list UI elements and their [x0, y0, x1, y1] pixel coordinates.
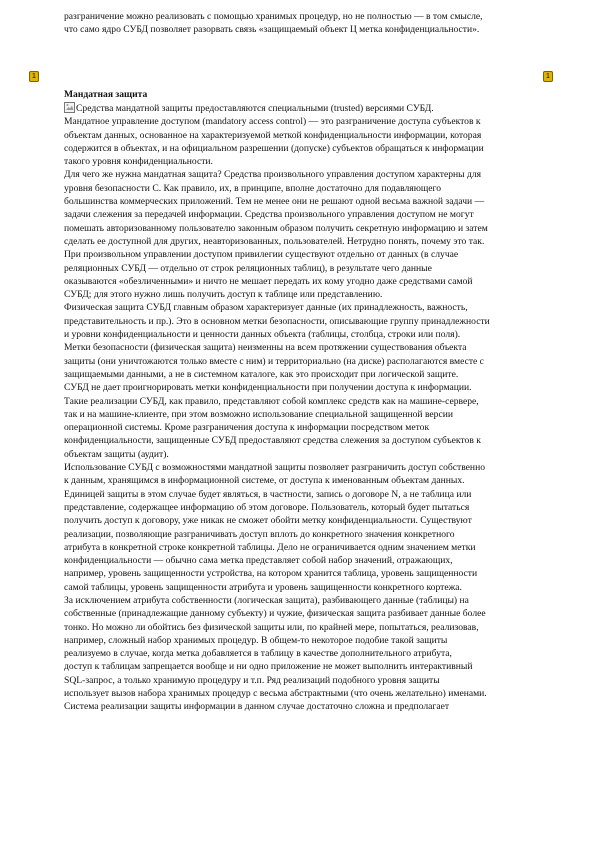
broken-image-icon: [64, 102, 75, 113]
text-line: например, уровень защищенности устройства, на котором хранится таблица, уровень защищенности: [64, 568, 478, 580]
text-line: СУБД не дает проигнорировать метки конфиденциальности при получении доступа к информации.: [64, 382, 472, 394]
text-line: За исключением атрибута собственности (логическая защита), разбивающего данные (таблицы) на: [64, 594, 469, 606]
page-marker-right-icon[interactable]: 1: [543, 71, 553, 82]
continued-paragraph: [64, 10, 564, 37]
text-line: реализации, позволяющие разграничивать доступ вплоть до конкретного значения конкретного: [64, 528, 455, 540]
text-line: Такие реализации СУБД, как правило, представляют собой комплекс средств как на машине-сервере,: [64, 395, 479, 407]
text-line: объектам данных, основанное на характеризуемой меткой конфиденциальности информации, которая: [64, 129, 482, 141]
text-line: такого уровня конфиденциальности.: [64, 156, 213, 168]
page-marker-left-icon[interactable]: 1: [29, 71, 39, 82]
text-line: реляционных СУБД — отдельно от строк реляционных таблиц), в результате чего данные: [64, 262, 432, 274]
text-line: операционной системы. Кроме разграничения доступа к информации посредством меток: [64, 422, 430, 434]
text-line: СУБД; для этого нужно лишь получить доступ к таблице или представлению.: [64, 289, 383, 301]
text-line: получить доступ к договору, уже никак не сможет обойти метку конфиденциальности. Существуют: [64, 515, 472, 527]
text-line: задачи слежения за передачей информации. Средства произвольного управления доступом не могут: [64, 209, 474, 221]
text-line: Метки безопасности (физическая защита) неизменны на всем протяжении существования объекта: [64, 342, 467, 354]
text-line: Для чего же нужна мандатная защита? Средства произвольного управления доступом характерны для: [64, 169, 482, 181]
text-line: представление, содержащее информацию об этом договоре. Пользователь, который будет пытаться: [64, 501, 470, 513]
text-line: представительность и пр.). Это в основном метки безопасности, описывающие группу принадлежности: [64, 315, 490, 327]
text-line: собственные (принадлежащие данному субъекту) и чужие, физическая защита разбивает данные более: [64, 608, 486, 620]
section-heading: Мандатная защита: [64, 89, 148, 100]
text-line: доступ к таблицам запрещается вообще и ни одно приложение не может выполнить интерактивный: [64, 661, 473, 673]
text-line: конфиденциальности, защищенные СУБД предоставляют средства слежения за доступом субъектов к: [64, 435, 481, 447]
body-lines: [64, 115, 564, 713]
text-line: защищаемыми данными, а не в системном каталоге, как это происходит при логической защите.: [64, 368, 459, 380]
text-line: SQL-запрос, а только хранимую процедуру и т.п. Ряд реализаций подобного уровня защиты: [64, 674, 440, 686]
text-line: объектам защиты (аудит).: [64, 448, 169, 460]
text-line: большинства коммерческих приложений. Тем не менее они не решают одной весьма важной задачи —: [64, 196, 485, 208]
text-line: например, сложный набор хранимых процедур. В общем-то некоторое подобие такой защиты: [64, 634, 448, 646]
text-line: атрибута в конкретной строке конкретной таблицы. Дело не ограничивается одним значением метки: [64, 541, 476, 553]
first-line: [64, 102, 564, 115]
text-line: что само ядро СУБД позволяет разорвать связь «защищаемый объект Ц метка конфиденциальности».: [64, 24, 480, 36]
text-line: уровня безопасности C. Как правило, их, в принципе, вполне достаточно для подавляющего: [64, 182, 442, 194]
text-line: Использование СУБД с возможностями мандатной защиты позволяет разграничить доступ собственно: [64, 462, 485, 474]
text-line: помешать авторизованному пользователю законным образом получить секретную информацию и затем: [64, 222, 488, 234]
section-body: [64, 102, 564, 714]
text-line: использует вызов набора хранимых процедур с весьма абстрактными (что очень желательно) именами.: [64, 688, 487, 700]
first-line-text: Средства мандатной защиты предоставляются специальными (trusted) версиями СУБД.: [76, 103, 434, 114]
text-line: реализуемо в случае, когда метка добавляется в таблицу в качестве дополнительного атрибута,: [64, 648, 452, 660]
text-line: Физическая защита СУБД главным образом характеризует данные (их принадлежность, важность,: [64, 302, 468, 314]
text-line: сделать ее доступной для других, неавторизованных, пользователей. Нетрудно понять, почему это так.: [64, 235, 485, 247]
text-line: содержится в объектах, и на официальном разрешении (допуске) субъектов обращаться к информации: [64, 142, 484, 154]
text-line: Единицей защиты в этом случае будет являться, в частности, запись о договоре N, а не таблица или: [64, 488, 472, 500]
text-line: Мандатное управление доступом (mandatory access control) — это разграничение доступа субъектов к: [64, 116, 481, 128]
text-line: тонко. Но можно ли обойтись без физической защиты или, по крайней мере, попытаться, реализовав,: [64, 621, 479, 633]
text-line: оказываются «обезличенными» и ничто не мешает передать их кому угодно даже средствами самой: [64, 275, 473, 287]
text-line: При произвольном управлении доступом привилегии существуют отдельно от данных (в случае: [64, 249, 459, 261]
text-line: разграничение можно реализовать с помощью хранимых процедур, но не полностью — в том смысле,: [64, 11, 483, 22]
text-line: Система реализации защиты информации в данном случае достаточно сложна и предполагает: [64, 701, 450, 713]
text-line: конфиденциальности — обычно сама метка представляет собой набор значений, отражающих,: [64, 555, 453, 567]
text-line: так и на машине-клиенте, при этом возможно использование специальной защищенной версии: [64, 408, 454, 420]
text-line: защиты (они уничтожаются только вместе с ним) и территориально (на диске) располагаются вместе с: [64, 355, 484, 367]
text-line: самой таблицы, уровень защищенности атрибута и уровень защищенности конкретного кортежа.: [64, 581, 462, 593]
text-line: к данным, хранящимся в информационной системе, от доступа к именованным объектам данных.: [64, 475, 465, 487]
text-line: и уровни конфиденциальности и ценности данных объекта (таблицы, столбца, строки или поля).: [64, 329, 461, 341]
